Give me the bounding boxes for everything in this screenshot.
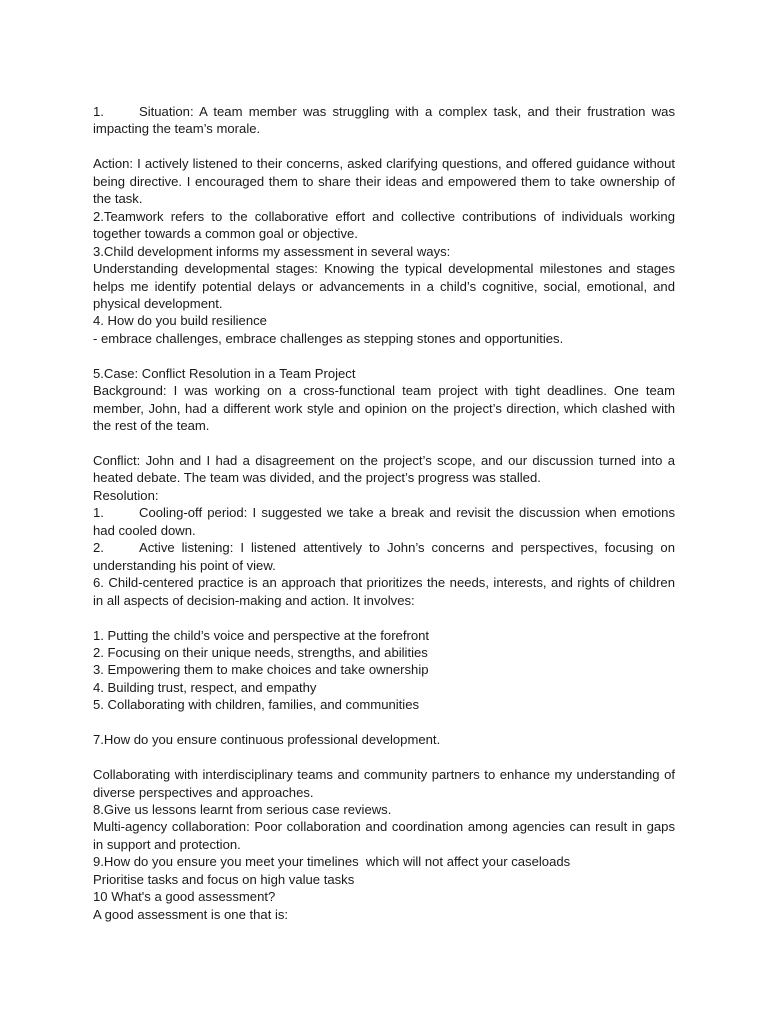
item1-action: Action: I actively listened to their concerns, asked clarifying questions, and offered guidance without being directive. I encouraged them to share their ideas and empowered them to take ownership of the task. bbox=[93, 156, 675, 207]
item8-body: Multi-agency collaboration: Poor collaboration and coordination among agencies can result in gaps in support and protection. bbox=[93, 819, 675, 852]
item7-body: Collaborating with interdisciplinary teams and community partners to enhance my understanding of diverse perspectives and approaches. bbox=[93, 767, 675, 800]
item9-body: Prioritise tasks and focus on high value tasks bbox=[93, 871, 355, 887]
item7-heading: 7.How do you ensure continuous professional development. bbox=[93, 732, 441, 748]
item4-heading: 4. How do you build resilience bbox=[93, 313, 267, 329]
item5-background: Background: I was working on a cross-functional team project with tight deadlines. One team member, John, had a different work style and opinion on the project’s direction, which clashed with the rest of the team. bbox=[93, 383, 675, 434]
item5-step2-text: Active listening: I listened attentively to John’s concerns and perspectives, focusing on understanding his point of view. bbox=[93, 540, 675, 573]
item6-list-item: 2. Focusing on their unique needs, strengths, and abilities bbox=[93, 644, 428, 660]
item6-list-item: 4. Building trust, respect, and empathy bbox=[93, 679, 317, 695]
item5-step2 bbox=[93, 539, 675, 574]
item6-list-item: 1. Putting the child’s voice and perspective at the forefront bbox=[93, 627, 430, 643]
item5-step1-text: Cooling-off period: I suggested we take a break and revisit the discussion when emotions had cooled down. bbox=[93, 505, 675, 538]
item5-heading: 5.Case: Conflict Resolution in a Team Project bbox=[93, 365, 356, 381]
spacer bbox=[93, 435, 675, 452]
spacer bbox=[93, 138, 675, 155]
item5-conflict: Conflict: John and I had a disagreement on the project’s scope, and our discussion turned into a heated debate. The team was divided, and the project’s progress was stalled. bbox=[93, 453, 675, 486]
item6-list-item: 5. Collaborating with children, families, and communities bbox=[93, 697, 420, 713]
item10-heading: 10 What's a good assessment? bbox=[93, 889, 276, 905]
item6-heading: 6. Child-centered practice is an approach that prioritizes the needs, interests, and rights of children in all aspects of decision-making and action. It involves: bbox=[93, 575, 675, 608]
item4-body: - embrace challenges, embrace challenges as stepping stones and opportunities. bbox=[93, 330, 564, 346]
spacer bbox=[93, 714, 675, 731]
item5-resolution: Resolution: bbox=[93, 487, 159, 503]
item6-list-item: 3. Empowering them to make choices and take ownership bbox=[93, 662, 429, 678]
spacer bbox=[93, 609, 675, 626]
item1-situation-text: Situation: A team member was struggling with a complex task, and their frustration was impacting the team’s morale. bbox=[93, 104, 675, 137]
item2-paragraph: 2.Teamwork refers to the collaborative effort and collective contributions of individuals working together towards a common goal or objective. bbox=[93, 208, 675, 242]
item1-number: 1. bbox=[93, 104, 104, 119]
spacer bbox=[93, 749, 675, 766]
item3-body: Understanding developmental stages: Knowing the typical developmental milestones and stages helps me identify potential delays or advancements in a child’s cognitive, social, emotional, and physical development. bbox=[93, 261, 675, 311]
item9-heading: 9.How do you ensure you meet your timelines which will not affect your caseloads bbox=[93, 854, 571, 870]
item5-step1-number: 1. bbox=[93, 505, 104, 521]
item5-step1 bbox=[93, 504, 675, 539]
spacer bbox=[93, 347, 675, 364]
item10-body: A good assessment is one that is: bbox=[93, 906, 289, 922]
item5-step2-number: 2. bbox=[93, 540, 104, 556]
item3-heading: 3.Child development informs my assessment in several ways: bbox=[93, 243, 451, 259]
item1-situation bbox=[93, 103, 675, 138]
item8-heading: 8.Give us lessons learnt from serious case reviews. bbox=[93, 802, 392, 818]
document-page bbox=[93, 103, 675, 923]
